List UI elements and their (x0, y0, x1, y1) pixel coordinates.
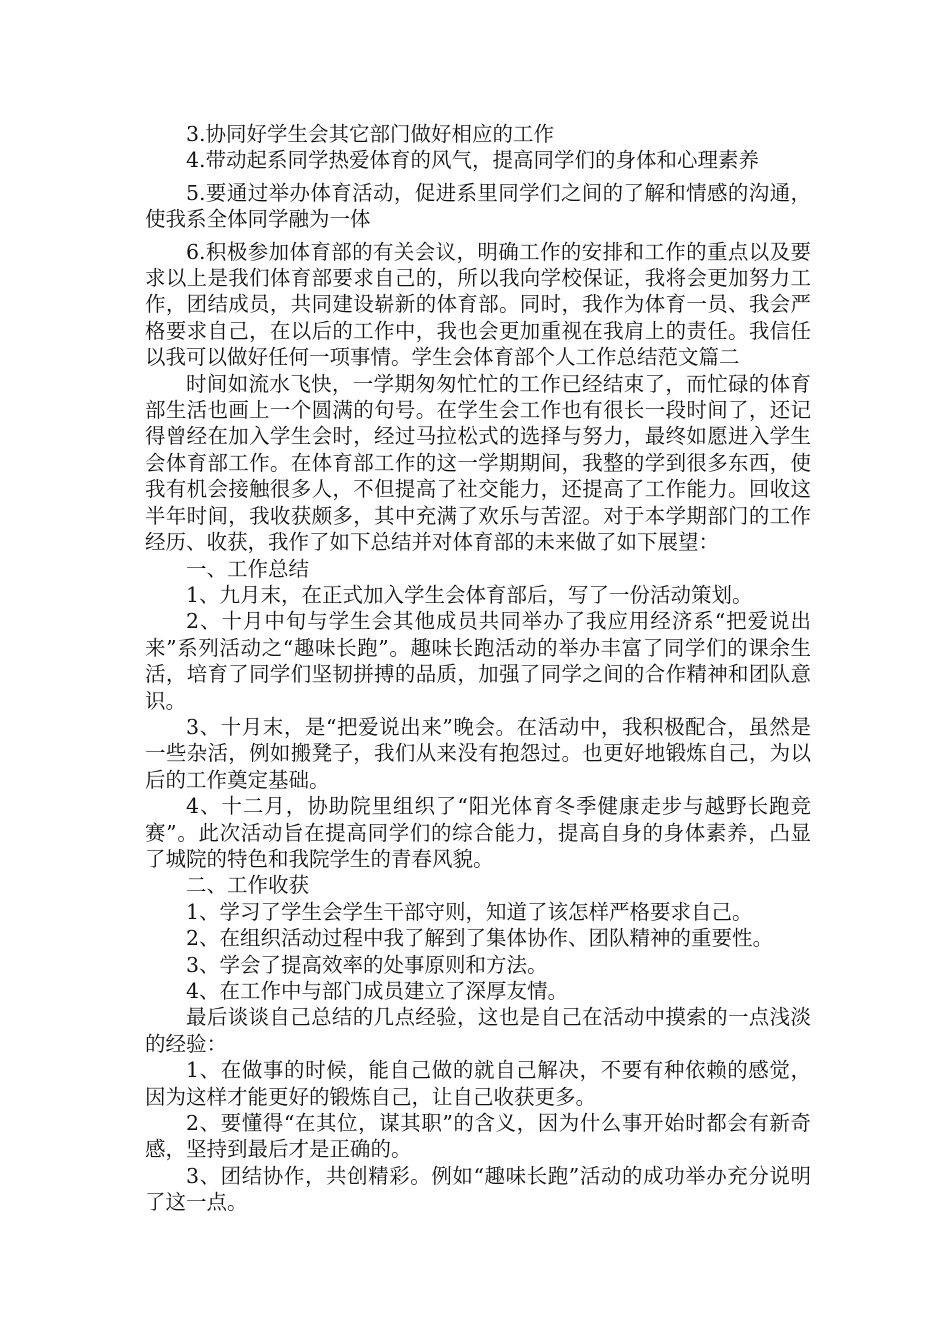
gains-item-4: 4、在工作中与部门成员建立了深厚友情。 (186, 979, 569, 1003)
summary-item-4: 4、十二月，协助院里组织了“阳光体育冬季健康走步与越野长跑竞赛”。此次活动旨在提高同学们的综合能力，提高自身的身体素养，凸显了城院的特色和我院学生的青春风貌。 (145, 794, 811, 871)
experience-item-2: 2、要懂得“在其位，谋其职”的含义，因为什么事开始时都会有新奇感，坚持到最后才是正确的。 (145, 1111, 811, 1162)
paragraph-item-4: 4.带动起系同学热爱体育的风气，提高同学们的身体和心理素养 (186, 148, 760, 173)
paragraph-intro-part-two: 时间如流水飞快，一学期匆匆忙忙的工作已经结束了，而忙碌的体育部生活也画上一个圆满的句号。在学生会工作也有很长一段时间了，还记得曾经在加入学生会时，经过马拉松式的选择与努力，最终如愿进入学生会体育部工作。在体育部工作的这一学期期间，我整的学到很多东西，使我有机会接触很多人，不但提高了社交能力，还提高了工作能力。回收这半年时间，我收获颇多，其中充满了欢乐与苦涩。对于本学期部门的工作经历、收获，我作了如下总结并对体育部的未来做了如下展望： (145, 371, 811, 555)
summary-item-3: 3、十月末，是“把爱说出来”晚会。在活动中，我积极配合，虽然是一些杂活，例如搬凳子，我们从来没有抱怨过。也更好地锻炼自己，为以后的工作奠定基础。 (145, 714, 811, 792)
gains-item-2: 2、在组织活动过程中我了解到了集体协作、团队精神的重要性。 (186, 926, 774, 951)
section-heading-work-gains: 二、工作收获 (186, 873, 309, 898)
paragraph-item-3: 3.协同好学生会其它部门做好相应的工作 (186, 122, 555, 146)
experience-item-1: 1、在做事的时候，能自己做的就自己解决，不要有种依赖的感觉，因为这样才能更好的锻炼自己，让自己收获更多。 (145, 1058, 811, 1109)
section-heading-work-summary: 一、工作总结 (186, 556, 309, 581)
document-body (145, 121, 811, 1216)
summary-item-2: 2、十月中旬与学生会其他成员共同举办了我应用经济系“把爱说出来”系列活动之“趣味长跑”。趣味长跑活动的举办丰富了同学们的课余生活，培育了同学们坚韧拼搏的品质，加强了同学之间的合作精神和团队意识。 (145, 609, 811, 713)
summary-item-1: 1、九月末，在正式加入学生会体育部后，写了一份活动策划。 (186, 582, 753, 607)
gains-item-3: 3、学会了提高效率的处事原则和方法。 (186, 952, 548, 977)
gains-item-1: 1、学习了学生会学生干部守则，知道了该怎样严格要求自己。 (186, 899, 753, 924)
paragraph-item-5: 5.要通过举办体育活动，促进系里同学们之间的了解和情感的沟通，使我系全体同学融为一体 (145, 180, 811, 232)
paragraph-item-6: 6.积极参加体育部的有关会议，明确工作的安排和工作的重点以及要求以上是我们体育部要求自己的，所以我向学校保证，我将会更加努力工作，团结成员，共同建设崭新的体育部。同时，我作为体育一员、我会严格要求自己，在以后的工作中，我也会更加重视在我肩上的责任。我信任以我可以做好任何一项事情。学生会体育部个人工作总结范文篇二 (145, 239, 811, 370)
experience-intro: 最后谈谈自己总结的几点经验，这也是自己在活动中摸索的一点浅淡的经验： (145, 1005, 811, 1056)
experience-item-3: 3、团结协作，共创精彩。例如“趣味长跑”活动的成功举办充分说明了这一点。 (145, 1163, 811, 1215)
